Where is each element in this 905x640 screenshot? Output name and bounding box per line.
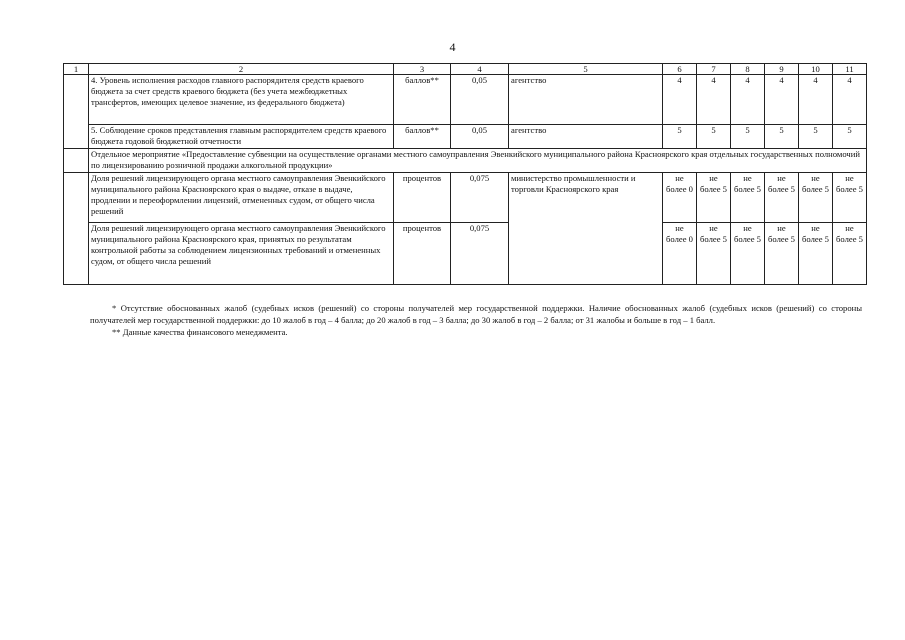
weight-cell: 0,075 (451, 173, 509, 223)
header-cell: 7 (697, 64, 731, 75)
value-cell: 4 (663, 75, 697, 125)
value-cell: 5 (697, 125, 731, 149)
indicator-cell: Доля решений лицензирующего органа местного самоуправления Эвенкийского муниципального района Красноярского края о выдаче, отказе в выдаче, продлении и переоформлении лицензий, отмененных судом, от общего числа решений (89, 173, 394, 223)
value-cell: не более 5 (765, 173, 799, 223)
value-cell: не более 5 (799, 173, 833, 223)
value-cell: 4 (799, 75, 833, 125)
weight-cell: 0,075 (451, 223, 509, 285)
weight-cell: 0,05 (451, 125, 509, 149)
header-cell: 2 (89, 64, 394, 75)
header-cell: 10 (799, 64, 833, 75)
indicators-table (63, 63, 867, 285)
value-cell: не более 5 (765, 223, 799, 285)
unit-cell: баллов** (394, 125, 451, 149)
footnote-1: * Отсутствие обоснованных жалоб (судебных исков (решений) со стороны получателей мер государственной поддержки. Наличие обоснованных жалоб (судебных исков (решений) со стороны получателей мер государственной поддержки: до 10 жалоб в год – 4 балла; до 20 жалоб в год – 3 балла; до 30 жалоб в год – 2 балла; от 31 жалобы и больше в год – 1 балл. (90, 303, 862, 325)
unit-cell: баллов** (394, 75, 451, 125)
unit-cell: процентов (394, 223, 451, 285)
header-row (64, 64, 867, 75)
value-cell: 4 (765, 75, 799, 125)
source-cell: агентство (509, 125, 663, 149)
source-cell: министерство промышленности и торговли Красноярского края (509, 173, 663, 285)
value-cell: не более 0 (663, 173, 697, 223)
row-number-cell (64, 173, 89, 285)
indicator-cell: 4. Уровень исполнения расходов главного распорядителя средств краевого бюджета за счет средств краевого бюджета (без учета межбюджетных трансфертов, имеющих целевое значение, из федерального бюджета) (89, 75, 394, 125)
value-cell: 4 (731, 75, 765, 125)
header-cell: 8 (731, 64, 765, 75)
value-cell: 5 (731, 125, 765, 149)
row-number-cell (64, 149, 89, 173)
header-cell: 5 (509, 64, 663, 75)
value-cell: не более 5 (833, 223, 867, 285)
header-cell: 1 (64, 64, 89, 75)
footnote-2: ** Данные качества финансового менеджмента. (112, 327, 288, 337)
indicator-cell: 5. Соблюдение сроков представления главным распорядителем средств краевого бюджета годовой бюджетной отчетности (89, 125, 394, 149)
table-row (64, 223, 867, 285)
value-cell: 4 (833, 75, 867, 125)
header-cell: 11 (833, 64, 867, 75)
header-cell: 3 (394, 64, 451, 75)
row-number-cell (64, 75, 89, 149)
value-cell: не более 5 (833, 173, 867, 223)
indicator-cell: Доля решений лицензирующего органа местного самоуправления Эвенкийского муниципального района Красноярского края, принятых по результатам контрольной работы за соблюдением лицензионных требований и отмененных судом, от общего числа решений (89, 223, 394, 285)
value-cell: 5 (765, 125, 799, 149)
footnotes (90, 302, 862, 338)
value-cell: не более 5 (697, 173, 731, 223)
source-cell: агентство (509, 75, 663, 125)
weight-cell: 0,05 (451, 75, 509, 125)
section-title: Отдельное мероприятие «Предоставление субвенции на осуществление органами местного самоуправления Эвенкийского муниципального района Красноярского края отдельных государственных полномочий по лицензированию розничной продажи алкогольной продукции» (89, 149, 867, 173)
value-cell: не более 5 (799, 223, 833, 285)
table-row (64, 75, 867, 125)
value-cell: 5 (799, 125, 833, 149)
value-cell: не более 5 (697, 223, 731, 285)
value-cell: не более 0 (663, 223, 697, 285)
value-cell: 5 (663, 125, 697, 149)
value-cell: 5 (833, 125, 867, 149)
value-cell: не более 5 (731, 173, 765, 223)
table-row (64, 173, 867, 223)
table-row (64, 125, 867, 149)
value-cell: 4 (697, 75, 731, 125)
value-cell: не более 5 (731, 223, 765, 285)
header-cell: 6 (663, 64, 697, 75)
unit-cell: процентов (394, 173, 451, 223)
header-cell: 9 (765, 64, 799, 75)
section-row (64, 149, 867, 173)
page-number: 4 (449, 40, 456, 54)
header-cell: 4 (451, 64, 509, 75)
